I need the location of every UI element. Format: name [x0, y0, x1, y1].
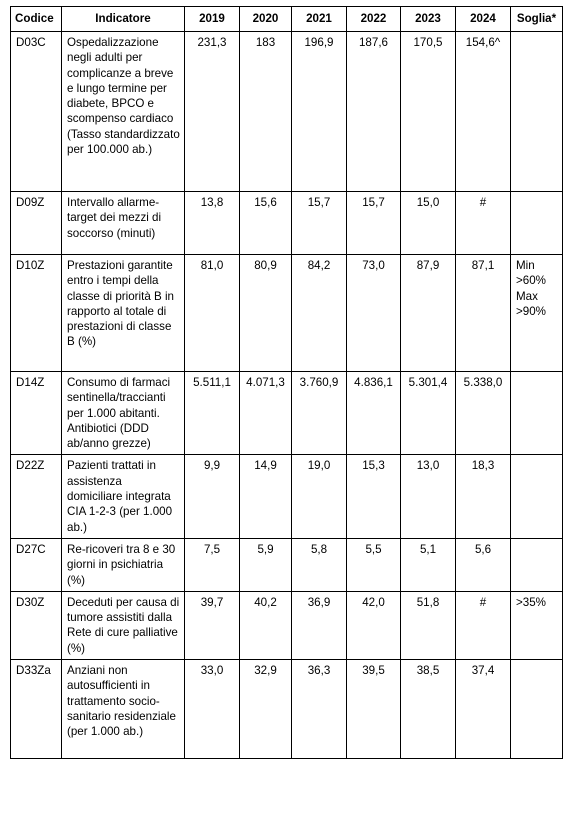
threshold-cell: [511, 455, 563, 538]
year-value: 18,3: [456, 455, 511, 538]
table-row: [11, 192, 563, 255]
year-value: 5.338,0: [456, 372, 511, 455]
column-header: 2019: [185, 7, 240, 32]
year-value: 15,7: [292, 192, 347, 255]
indicator-code: D30Z: [11, 591, 62, 659]
year-value: 15,6: [240, 192, 292, 255]
year-value: 13,8: [185, 192, 240, 255]
year-value: 4.836,1: [347, 372, 401, 455]
indicators-table: [10, 6, 563, 759]
year-value: 231,3: [185, 32, 240, 192]
year-value: 36,9: [292, 591, 347, 659]
table-row: [11, 372, 563, 455]
threshold-cell: [511, 255, 563, 372]
indicator-description: Ospedalizzazione negli adulti per complicanze a breve e lungo termine per diabete, BPCO e scompenso cardiaco (Tasso standardizzato per 100.000 ab.): [62, 32, 185, 192]
year-value: 5.301,4: [401, 372, 456, 455]
column-header: Codice: [11, 7, 62, 32]
year-value: 87,1: [456, 255, 511, 372]
year-value: 73,0: [347, 255, 401, 372]
indicator-code: D09Z: [11, 192, 62, 255]
year-value: 15,7: [347, 192, 401, 255]
indicator-description: Re-ricoveri tra 8 e 30 giorni in psichiatria (%): [62, 538, 185, 591]
year-value: 13,0: [401, 455, 456, 538]
year-value: 196,9: [292, 32, 347, 192]
year-value: 38,5: [401, 660, 456, 759]
threshold-cell: [511, 591, 563, 659]
indicator-code: D27C: [11, 538, 62, 591]
indicator-code: D10Z: [11, 255, 62, 372]
threshold-value: >60%: [516, 274, 546, 288]
year-value: 154,6^: [456, 32, 511, 192]
year-value: #: [456, 192, 511, 255]
indicator-description: Deceduti per causa di tumore assistiti dalla Rete di cure palliative (%): [62, 591, 185, 659]
threshold-cell: [511, 538, 563, 591]
year-value: 42,0: [347, 591, 401, 659]
year-value: 183: [240, 32, 292, 192]
indicator-code: D14Z: [11, 372, 62, 455]
table-row: [11, 455, 563, 538]
table-row: [11, 538, 563, 591]
threshold-cell: [511, 32, 563, 192]
year-value: 39,7: [185, 591, 240, 659]
table-row: [11, 255, 563, 372]
threshold-value: >35%: [516, 595, 546, 609]
table-row: [11, 32, 563, 192]
year-value: 5,5: [347, 538, 401, 591]
indicator-description: Consumo di farmaci sentinella/traccianti per 1.000 abitanti. Antibiotici (DDD ab/anno grezze): [62, 372, 185, 455]
year-value: 37,4: [456, 660, 511, 759]
column-header: Indicatore: [62, 7, 185, 32]
year-value: 84,2: [292, 255, 347, 372]
threshold-value: Min: [516, 259, 535, 272]
year-value: 5,9: [240, 538, 292, 591]
year-value: 15,0: [401, 192, 456, 255]
year-value: 40,2: [240, 591, 292, 659]
year-value: 32,9: [240, 660, 292, 759]
year-value: 87,9: [401, 255, 456, 372]
year-value: 19,0: [292, 455, 347, 538]
year-value: 9,9: [185, 455, 240, 538]
year-value: 33,0: [185, 660, 240, 759]
indicator-description: Pazienti trattati in assistenza domiciliare integrata CIA 1-2-3 (per 1.000 ab.): [62, 455, 185, 538]
year-value: 36,3: [292, 660, 347, 759]
column-header: 2024: [456, 7, 511, 32]
threshold-cell: [511, 192, 563, 255]
year-value: 80,9: [240, 255, 292, 372]
threshold-cell: [511, 372, 563, 455]
year-value: 187,6: [347, 32, 401, 192]
indicator-description: Intervallo allarme-target dei mezzi di soccorso (minuti): [62, 192, 185, 255]
year-value: 14,9: [240, 455, 292, 538]
header-row: [11, 7, 563, 32]
year-value: #: [456, 591, 511, 659]
year-value: 5,6: [456, 538, 511, 591]
column-header: 2023: [401, 7, 456, 32]
year-value: 15,3: [347, 455, 401, 538]
indicator-description: Anziani non autosufficienti in trattamento socio-sanitario residenziale (per 1.000 ab.): [62, 660, 185, 759]
year-value: 39,5: [347, 660, 401, 759]
indicator-description: Prestazioni garantite entro i tempi della classe di priorità B in rapporto al totale di prestazioni di classe B (%): [62, 255, 185, 372]
year-value: 5,1: [401, 538, 456, 591]
indicator-code: D33Za: [11, 660, 62, 759]
year-value: 4.071,3: [240, 372, 292, 455]
year-value: 81,0: [185, 255, 240, 372]
threshold-value: >90%: [516, 304, 546, 318]
threshold-value: Max: [516, 289, 538, 303]
table-row: [11, 660, 563, 759]
year-value: 3.760,9: [292, 372, 347, 455]
year-value: 7,5: [185, 538, 240, 591]
year-value: 5,8: [292, 538, 347, 591]
column-header: 2022: [347, 7, 401, 32]
indicator-code: D22Z: [11, 455, 62, 538]
column-header: 2021: [292, 7, 347, 32]
year-value: 5.511,1: [185, 372, 240, 455]
indicator-code: D03C: [11, 32, 62, 192]
column-header: 2020: [240, 7, 292, 32]
table-row: [11, 591, 563, 659]
year-value: 51,8: [401, 591, 456, 659]
threshold-cell: [511, 660, 563, 759]
column-header: Soglia*: [511, 7, 563, 32]
year-value: 170,5: [401, 32, 456, 192]
